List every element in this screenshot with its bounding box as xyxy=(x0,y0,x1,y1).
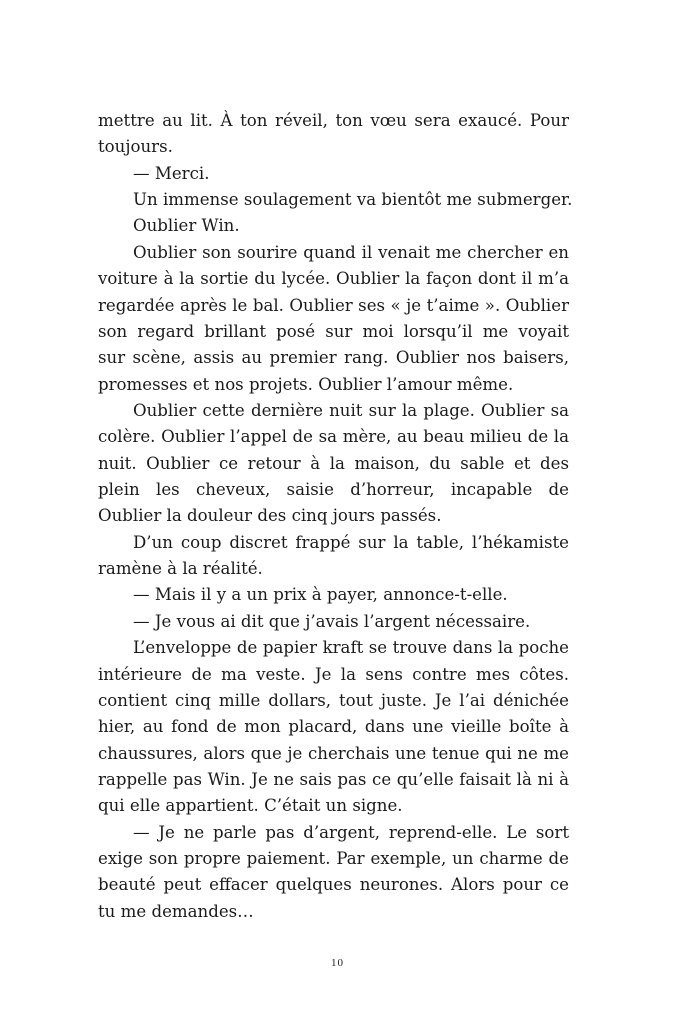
text-line: toujours. xyxy=(98,137,173,157)
text-line: regardée après le bal. Oublier ses « je t’aime ». Oublier xyxy=(98,295,569,315)
text-line: exige son propre paiement. Par exemple, un charme de xyxy=(98,849,569,869)
text-line: — Je vous ai dit que j’avais l’argent nécessaire. xyxy=(133,611,531,631)
text-line: Oublier cette dernière nuit sur la plage. Oublier sa xyxy=(133,400,569,420)
body-text xyxy=(98,108,573,925)
text-line: Oublier Win. xyxy=(133,216,240,236)
text-line: Un immense soulagement va bientôt me submerger. xyxy=(133,190,573,210)
text-line: intérieure de ma veste. Je la sens contre mes côtes. xyxy=(98,664,569,684)
text-line: contient cinq mille dollars, tout juste. Je l’ai dénichée xyxy=(98,690,569,710)
text-line: Oublier la douleur des cinq jours passés. xyxy=(98,506,442,526)
text-line: — Merci. xyxy=(133,163,210,183)
text-line: tu me demandes… xyxy=(98,901,254,921)
text-line: son regard brillant posé sur moi lorsqu’il me voyait xyxy=(98,321,569,341)
text-line: — Mais il y a un prix à payer, annonce-t-elle. xyxy=(133,585,508,605)
text-line: L’enveloppe de papier kraft se trouve dans la poche xyxy=(133,638,569,658)
text-line: rappelle pas Win. Je ne sais pas ce qu’elle faisait là ni à xyxy=(98,769,569,789)
text-line: mettre au lit. À ton réveil, ton vœu sera exaucé. Pour xyxy=(98,111,569,130)
text-line: sur scène, assis au premier rang. Oublier nos baisers, xyxy=(98,348,569,368)
text-line: promesses et nos projets. Oublier l’amour même. xyxy=(98,374,514,394)
text-line: D’un coup discret frappé sur la table, l’hékamiste xyxy=(133,532,569,552)
text-line: hier, au fond de mon placard, dans une vieille boîte à xyxy=(98,717,569,737)
text-line: colère. Oublier l’appel de sa mère, au beau milieu de la xyxy=(98,427,569,447)
text-line: qui elle appartient. C’était un signe. xyxy=(98,796,403,816)
text-line: Oublier son sourire quand il venait me chercher en xyxy=(133,242,569,262)
text-line: chaussures, alors que je cherchais une tenue qui ne me xyxy=(98,743,569,763)
text-line: nuit. Oublier ce retour à la maison, du sable et des xyxy=(98,453,569,473)
text-line: beauté peut effacer quelques neurones. Alors pour ce xyxy=(98,875,569,895)
text-line: ramène à la réalité. xyxy=(98,559,263,579)
text-line: voiture à la sortie du lycée. Oublier la façon dont il m’a xyxy=(98,269,569,289)
page-number: 10 xyxy=(331,957,344,969)
text-line: plein les cheveux, saisie d’horreur, incapable de xyxy=(98,480,569,500)
text-line: — Je ne parle pas d’argent, reprend-elle. Le sort xyxy=(133,822,569,842)
